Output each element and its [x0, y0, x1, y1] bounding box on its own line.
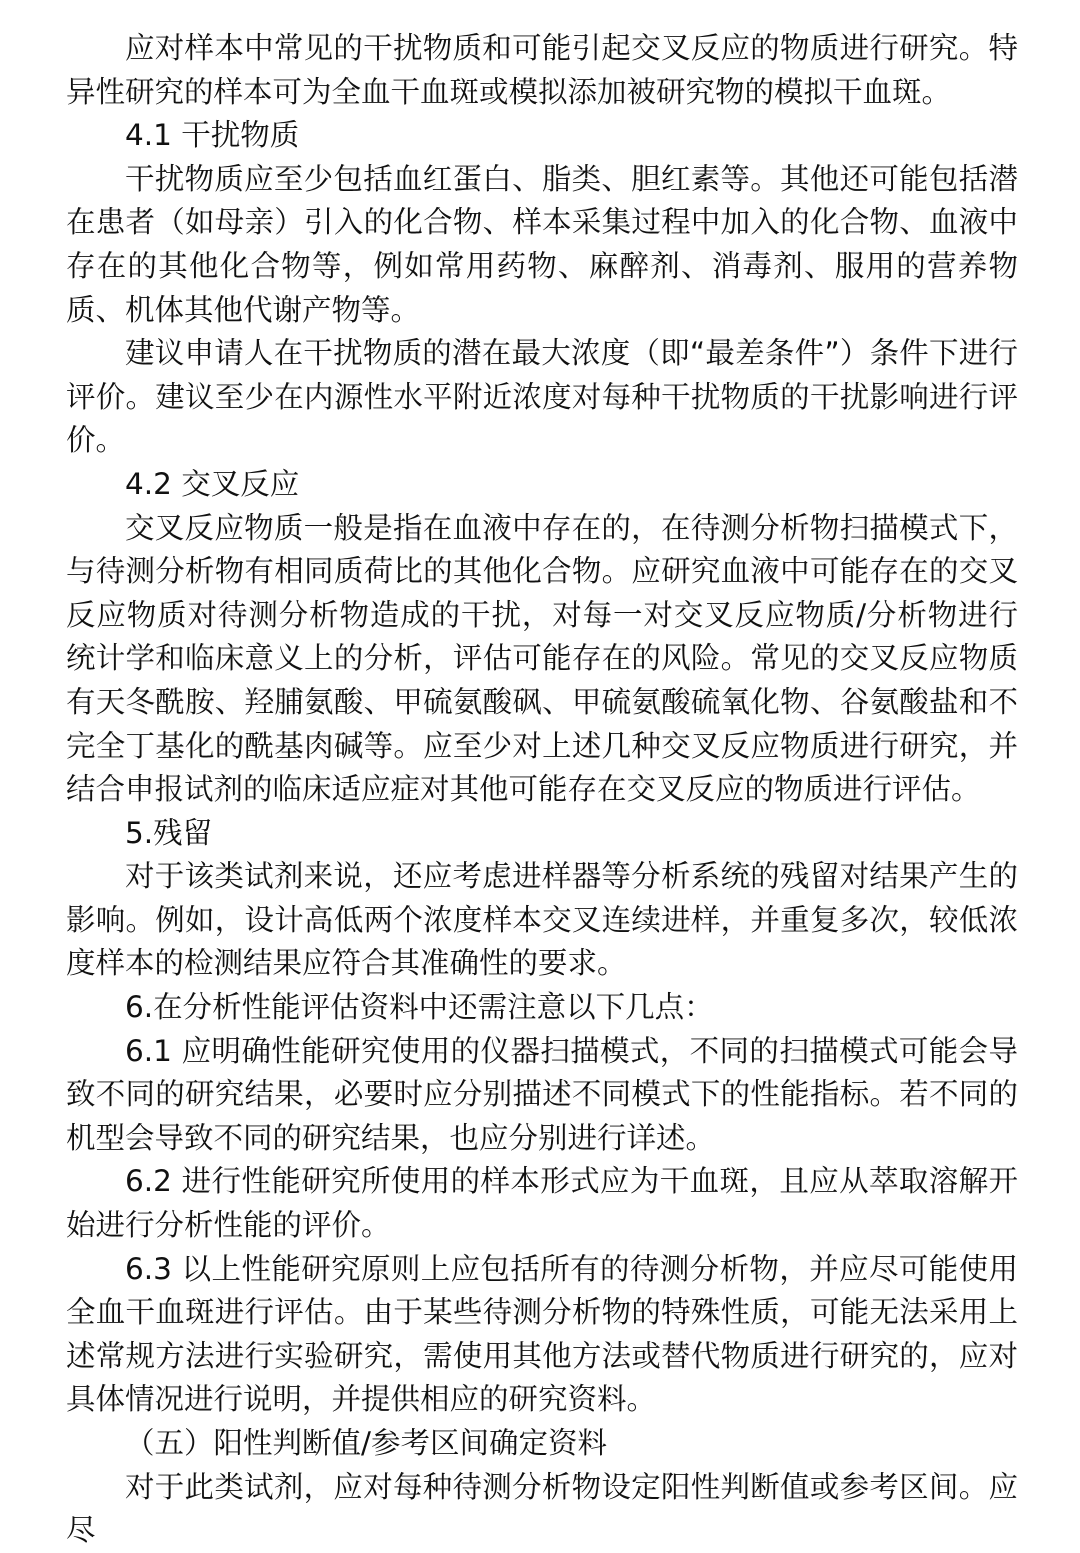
paragraph-positive-cutoff: 对于此类试剂，应对每种待测分析物设定阳性判断值或参考区间。应尽 — [66, 1469, 1018, 1548]
paragraph-6-1: 6.1 应明确性能研究使用的仪器扫描模式，不同的扫描模式可能会导致不同的研究结果，必要时应分别描述不同模式下的性能指标。若不同的机型会导致不同的研究结果，也应分别进行详述。 — [66, 1033, 1018, 1155]
paragraph-interfering-substances: 干扰物质应至少包括血红蛋白、脂类、胆红素等。其他还可能包括潜在患者（如母亲）引入的化合物、样本采集过程中加入的化合物、血液中存在的其他化合物等，例如常用药物、麻醉剂、消毒剂、服用的营养物质、机体其他代谢产物等。 — [66, 161, 1018, 327]
heading-4-2-cross-reaction: 4.2 交叉反应 — [125, 466, 300, 501]
heading-6-notes: 6.在分析性能评估资料中还需注意以下几点： — [125, 990, 714, 1025]
paragraph-specificity-intro: 应对样本中常见的干扰物质和可能引起交叉反应的物质进行研究。特异性研究的样本可为全血干血斑或模拟添加被研究物的模拟干血斑。 — [66, 31, 1018, 109]
paragraph-6-2: 6.2 进行性能研究所使用的样本形式应为干血斑，且应从萃取溶解开始进行分析性能的评价。 — [66, 1164, 1018, 1243]
paragraph-cross-reaction: 交叉反应物质一般是指在血液中存在的，在待测分析物扫描模式下，与待测分析物有相同质荷比的其他化合物。应研究血液中可能存在的交叉反应物质对待测分析物造成的干扰，对每一对交叉反应物质/分析物进行统计学和临床意义上的分析，评估可能存在的风险。常见的交叉反应物质有天冬酰胺、羟脯氨酸、甲硫氨酸砜、甲硫氨酸硫氧化物、谷氨酸盐和不完全丁基化的酰基肉碱等。应至少对上述几种交叉反应物质进行研究，并结合申报试剂的临床适应症对其他可能存在交叉反应的物质进行评估。 — [66, 510, 1018, 807]
heading-section-5-positive-cutoff: （五）阳性判断值/参考区间确定资料 — [125, 1426, 607, 1460]
paragraph-carryover: 对于该类试剂来说，还应考虑进样器等分析系统的残留对结果产生的影响。例如，设计高低两个浓度样本交叉连续进样，并重复多次，较低浓度样本的检测结果应符合其准确性的要求。 — [66, 859, 1018, 981]
paragraph-6-3: 6.3 以上性能研究原则上应包括所有的待测分析物，并应尽可能使用全血干血斑进行评估。由于某些待测分析物的特殊性质，可能无法采用上述常规方法进行实验研究，需使用其他方法或替代物质进行研究的，应对具体情况进行说明，并提供相应的研究资料。 — [66, 1251, 1018, 1417]
heading-5-carryover: 5.残留 — [125, 815, 213, 850]
heading-4-1-interfering-substances: 4.1 干扰物质 — [125, 118, 300, 153]
paragraph-worst-condition: 建议申请人在干扰物质的潜在最大浓度（即“最差条件”）条件下进行评价。建议至少在内源性水平附近浓度对每种干扰物质的干扰影响进行评价。 — [66, 336, 1018, 458]
